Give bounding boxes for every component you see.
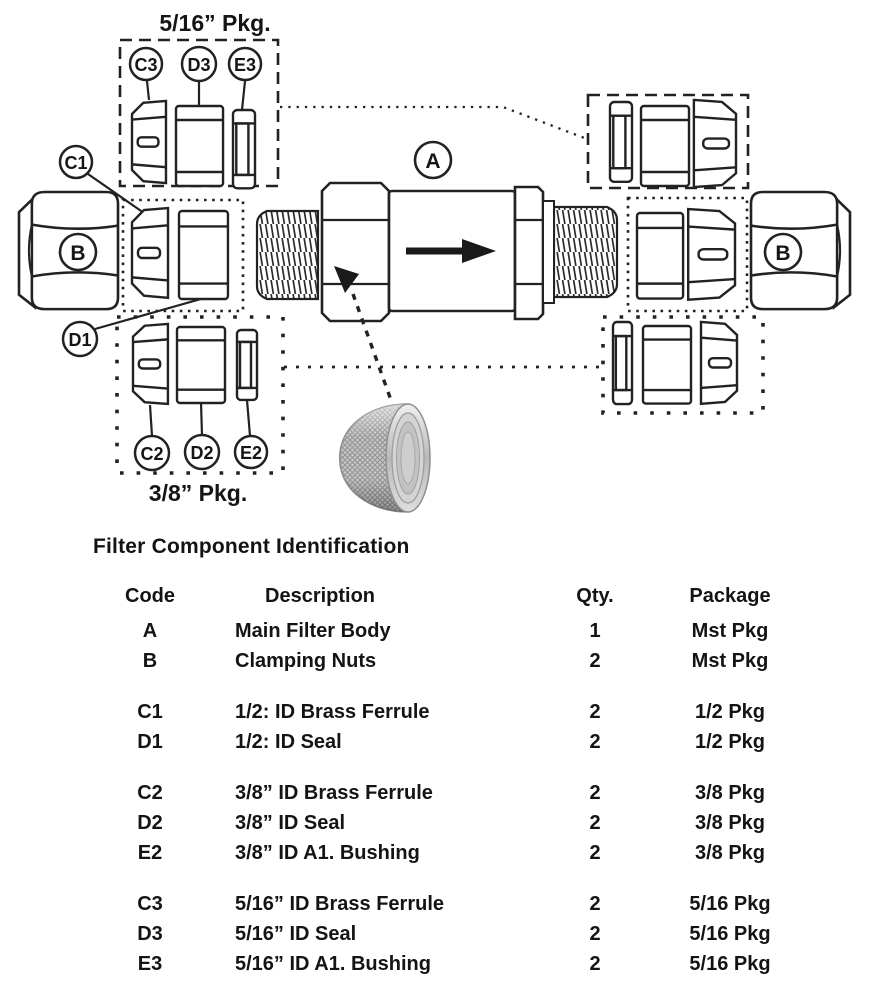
callout-e3-label: E3 (233, 55, 257, 75)
hex-collar-right (515, 187, 543, 319)
threaded-end-left (257, 211, 318, 299)
table-group-3-8 (100, 778, 800, 868)
ferrule-3-8-right (701, 322, 737, 404)
callout-c1-label: C1 (64, 153, 88, 173)
cell-package: 3/8 Pkg (694, 842, 766, 864)
callout-d1-label: D1 (68, 330, 92, 350)
cell-code: A (142, 620, 158, 642)
cell-description: 3/8” ID Seal (235, 812, 346, 834)
table-group-5-16 (100, 889, 800, 979)
cell-qty: 2 (589, 893, 601, 915)
ferrule-c1 (132, 208, 168, 298)
header-description: Description (265, 585, 376, 607)
header-code: Code (125, 585, 175, 607)
table-group-master (100, 616, 800, 676)
cell-code: B (142, 650, 158, 672)
table-row (100, 646, 800, 676)
mesh-screen-photo (340, 404, 430, 512)
cell-package: Mst Pkg (691, 620, 769, 642)
cell-description: 3/8” ID A1. Bushing (235, 842, 420, 864)
package-label-5-16: 5/16” Pkg. (159, 10, 271, 36)
cell-description: 1/2: ID Brass Ferrule (235, 701, 430, 723)
cell-package: 1/2 Pkg (694, 701, 766, 723)
cell-qty: 2 (589, 953, 601, 975)
cell-package: 5/16 Pkg (689, 923, 771, 945)
seal-d3 (176, 106, 223, 186)
table-row (100, 727, 800, 757)
connector-top-5-16 (280, 107, 587, 139)
cell-qty: 2 (589, 650, 601, 672)
table-row (100, 889, 800, 919)
table-row (100, 838, 800, 868)
cell-code: E2 (137, 842, 163, 864)
neck-right (543, 201, 554, 303)
table-row (100, 778, 800, 808)
seal-d2 (177, 327, 225, 403)
callout-d2-label: D2 (190, 443, 214, 463)
cell-code: D3 (137, 923, 163, 945)
callout-a-label: A (425, 150, 441, 173)
callout-d3-label: D3 (187, 55, 211, 75)
table-title: Filter Component Identification (93, 535, 410, 558)
cell-description: 3/8” ID Brass Ferrule (235, 782, 433, 804)
bushing-e3 (233, 110, 255, 188)
cell-qty: 2 (589, 731, 601, 753)
cell-code: D1 (137, 731, 163, 753)
threaded-end-right (554, 207, 617, 297)
callout-b-right-label: B (775, 242, 791, 265)
table-group-1-2 (100, 697, 800, 757)
cell-code: C3 (137, 893, 163, 915)
header-qty: Qty. (576, 585, 614, 607)
table-row (100, 616, 800, 646)
cell-description: 5/16” ID Brass Ferrule (235, 893, 444, 915)
ferrule-1-2-right (688, 209, 735, 300)
table-row (100, 949, 800, 979)
cell-package: 3/8 Pkg (694, 812, 766, 834)
cell-qty: 2 (589, 923, 601, 945)
bushing-3-8-right (613, 322, 632, 404)
cell-description: 1/2: ID Seal (235, 731, 342, 753)
seal-1-2-right (637, 213, 683, 299)
cell-code: C2 (137, 782, 163, 804)
bushing-e2 (237, 330, 257, 400)
ferrule-c3 (132, 101, 166, 183)
cell-qty: 2 (589, 812, 601, 834)
ferrule-5-16-right (694, 100, 736, 187)
seal-d1 (179, 211, 228, 299)
cell-package: 5/16 Pkg (689, 953, 771, 975)
cell-description: 5/16” ID A1. Bushing (235, 953, 431, 975)
component-table (100, 581, 800, 979)
callout-c3-label: C3 (134, 55, 158, 75)
table-header-row (100, 581, 800, 611)
cell-qty: 1 (589, 620, 601, 642)
cell-description: Main Filter Body (235, 620, 391, 642)
table-row (100, 808, 800, 838)
callout-e2-label: E2 (239, 443, 263, 463)
ferrule-c2 (133, 324, 168, 404)
cell-package: 3/8 Pkg (694, 782, 766, 804)
cell-code: C1 (137, 701, 163, 723)
cell-package: 5/16 Pkg (689, 893, 771, 915)
seal-5-16-right (641, 106, 689, 186)
table-row (100, 919, 800, 949)
main-filter-body (257, 183, 617, 321)
package-label-3-8: 3/8” Pkg. (148, 480, 248, 506)
callout-c2-label: C2 (140, 444, 164, 464)
cell-qty: 2 (589, 701, 601, 723)
cell-qty: 2 (589, 782, 601, 804)
table-row (100, 697, 800, 727)
cell-qty: 2 (589, 842, 601, 864)
seal-3-8-right (643, 326, 691, 404)
bushing-5-16-right (610, 102, 632, 182)
cell-code: D2 (137, 812, 163, 834)
cell-description: 5/16” ID Seal (235, 923, 357, 945)
cell-description: Clamping Nuts (235, 650, 377, 672)
cell-package: 1/2 Pkg (694, 731, 766, 753)
cell-code: E3 (137, 953, 163, 975)
callout-b-left-label: B (70, 242, 86, 265)
hex-collar-left (322, 183, 389, 321)
cell-package: Mst Pkg (691, 650, 769, 672)
header-package: Package (689, 585, 771, 607)
